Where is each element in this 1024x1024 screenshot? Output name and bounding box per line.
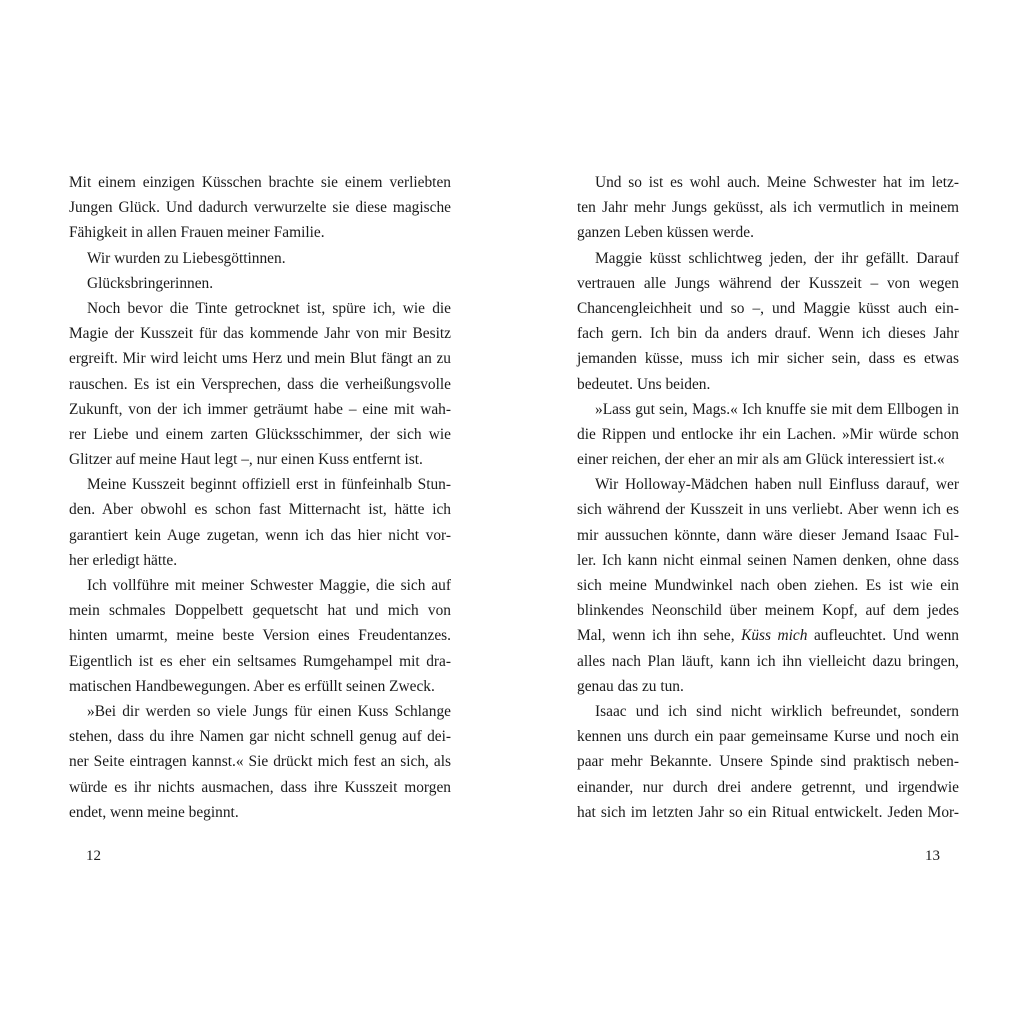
page-number-left: 12 [86,848,101,864]
text-line: Chancengleichheit und so –, und Maggie küsst auch ein- [577,299,959,317]
text-line: Eigentlich ist es eher ein seltsames Rumgehampel mit dra- [69,652,451,670]
text-line: garantiert kein Auge zugetan, wenn ich das hier nicht vor- [69,526,451,544]
text-line: Meine Kusszeit beginnt offiziell erst in fünfeinhalb Stun- [87,476,451,494]
text-line: Magie der Kusszeit für das kommende Jahr von mir Besitz [69,325,451,343]
text-line: Glitzer auf meine Haut legt –, nur einen Kuss entfernt ist. [69,451,423,469]
text-line: Isaac und ich sind nicht wirklich befreundet, sondern [595,702,959,720]
text-line: endet, wenn meine beginnt. [69,803,239,821]
text-line: einer reichen, der eher an mir als am Glück interessiert ist.« [577,451,945,469]
text-line: Wir Holloway-Mädchen haben null Einfluss darauf, wer [595,476,959,494]
text-line: Ich vollführe mit meiner Schwester Maggie, die sich auf [87,577,451,594]
text-line: »Bei dir werden so viele Jungs für einen Kuss Schlange [87,702,451,720]
text-line: den. Aber obwohl es schon fast Mitternacht ist, hätte ich [69,501,451,519]
text-segment: aufleuchtet. Und wenn [807,627,959,645]
text-line: sich während der Kusszeit in uns verliebt. Aber wenn ich es [577,501,959,519]
text-line: Zukunft, von der ich immer geträumt habe – eine mit wah- [69,400,451,418]
left-page [69,170,451,825]
text-line: blinkendes Neonschild über meinem Kopf, auf dem jedes [577,602,959,620]
text-line: einander, nur durch drei andere getrennt, und irgendwie [577,778,959,796]
text-line: »Lass gut sein, Mags.« Ich knuffe sie mit dem Ellbogen in [595,400,959,418]
page-number-right: 13 [925,848,940,864]
text-line: ganzen Leben küssen werde. [577,224,754,242]
text-line: rer Liebe und einem zarten Glücksschimmer, der sich wie [69,425,451,443]
right-page [577,170,959,825]
text-line: Mit einem einzigen Küsschen brachte sie einem verliebten [69,174,451,191]
text-line: Noch bevor die Tinte getrocknet ist, spüre ich, wie die [87,299,451,317]
text-line: ten Jahr mehr Jungs geküsst, als ich vermutlich in meinem [577,199,959,217]
text-line: her erledigt hätte. [69,551,178,569]
text-line: Maggie küsst schlichtweg jeden, der ihr gefällt. Darauf [595,249,959,267]
text-line: mir aussuchen könnte, dann wäre dieser Jemand Isaac Ful- [577,526,959,544]
text-line: Fähigkeit in allen Frauen meiner Familie. [69,224,325,242]
text-line: bedeutet. Uns beiden. [577,375,711,393]
text-line: die Rippen und entlocke ihr ein Lachen. »Mir würde schon [577,425,959,443]
text-line: Wir wurden zu Liebesgöttinnen. [87,249,286,267]
text-line: kennen uns durch ein paar gemeinsame Kurse und noch ein [577,728,959,746]
text-line [577,623,959,648]
text-line: stehen, dass du ihre Namen gar nicht schnell genug auf dei- [69,728,451,746]
text-line: würde es ihr nichts ausmachen, dass ihre Kusszeit morgen [69,778,451,796]
text-line: alles nach Plan läuft, kann ich ihn vielleicht dazu bringen, [577,652,959,670]
text-line: hat sich im letzten Jahr so ein Ritual entwickelt. Jeden Mor- [577,803,959,821]
text-segment: Mal, wenn ich ihn sehe, [577,627,742,645]
text-line: genau das zu tun. [577,677,684,695]
text-line: fach gern. Ich bin da anders drauf. Wenn ich dieses Jahr [577,325,959,343]
text-line: ner Seite eintragen kannst.« Sie drückt mich fest an sich, als [69,753,451,771]
text-line: ler. Ich kann nicht einmal seinen Namen denken, ohne dass [577,551,959,569]
text-line: ergreift. Mir wird leicht ums Herz und mein Blut fängt an zu [69,350,451,368]
text-line: matischen Handbewegungen. Aber es erfüllt seinen Zweck. [69,677,435,695]
text-line: vertrauen alle Jungs während der Kusszeit – von wegen [577,274,959,292]
text-line: rauschen. Es ist ein Versprechen, dass die verheißungsvolle [69,375,451,393]
text-line: Und so ist es wohl auch. Meine Schwester hat im letz- [595,174,959,191]
text-line: paar mehr Bekannte. Unsere Spinde sind praktisch neben- [577,753,959,771]
text-line: hinten umarmt, meine beste Version eines Freudentanzes. [69,627,451,645]
text-line: mein schmales Doppelbett gequetscht hat und mich von [69,602,451,620]
text-line: sich meine Mundwinkel nach oben ziehen. Es ist wie ein [577,577,959,594]
text-line: jemanden küsse, muss ich mir sicher sein, dass es etwas [577,350,959,368]
text-line: Glücksbringerinnen. [87,274,214,292]
text-line: Jungen Glück. Und dadurch verwurzelte sie diese magische [69,199,451,217]
italic-text-segment: Küss mich [741,627,808,645]
